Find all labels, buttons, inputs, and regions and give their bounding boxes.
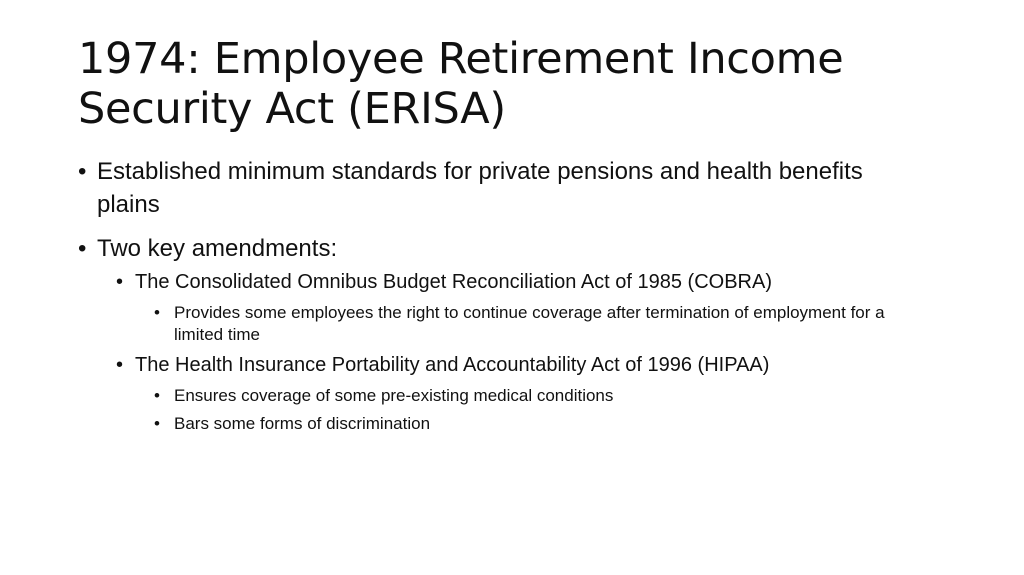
bullet-item-level-1: • Established minimum standards for private pensions and health benefits plains — [78, 155, 898, 221]
bullet-list — [78, 155, 898, 435]
bullet-item-level-3: • Bars some forms of discrimination — [154, 413, 898, 435]
bullet-item-level-2: • The Consolidated Omnibus Budget Reconciliation Act of 1985 (COBRA) — [116, 269, 898, 296]
slide-title: 1974: Employee Retirement Income Security Act (ERISA) — [78, 34, 844, 134]
bullet-item-level-3: • Ensures coverage of some pre-existing medical conditions — [154, 385, 898, 407]
bullet-item-level-2: • The Health Insurance Portability and Accountability Act of 1996 (HIPAA) — [116, 352, 898, 379]
bullet-item-level-3: • Provides some employees the right to continue coverage after termination of employment for a limited time — [154, 302, 898, 346]
slide-body — [78, 155, 898, 441]
bullet-item-level-1: • Two key amendments: — [78, 232, 898, 265]
